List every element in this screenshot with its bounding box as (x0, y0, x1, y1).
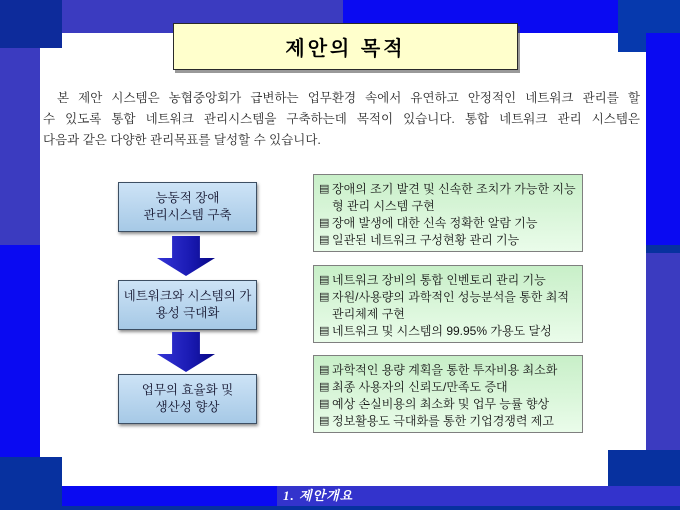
list-bullet-icon: ▤ (319, 381, 330, 393)
slide-title-box (173, 23, 518, 70)
intro-line: 수 있도록 통합 네트워크 관리시스템을 구축하는데 목적이 있습니다. 통합 네트워크 관리 시스템은 (43, 112, 640, 126)
list-item (319, 215, 578, 232)
list-item-text: 장애의 조기 발견 및 신속한 조치가 가능한 지능 (332, 182, 576, 196)
flow-box-line: 관리시스템 구축 (143, 208, 232, 222)
list-item-text: 장애 발생에 대한 신속 정확한 알람 기능 (332, 216, 538, 230)
footer-section-label: 1. 제안개요 (283, 488, 354, 503)
bg-bottom-left-navy-block (0, 457, 62, 510)
list-item-text: 자원/사용량의 과학적인 성능분석을 통한 최적 (332, 290, 569, 304)
list-item-text: 예상 손실비용의 최소화 및 업무 능률 향상 (332, 397, 550, 411)
list-bullet-icon: ▤ (319, 274, 330, 286)
list-bullet-icon: ▤ (319, 183, 330, 195)
flow-box-productivity (118, 374, 257, 424)
list-item-text: 과학적인 용량 계획을 통한 투자비용 최소화 (332, 363, 558, 377)
list-item (319, 289, 578, 306)
detail-box-fault (313, 174, 583, 252)
list-bullet-icon: ▤ (319, 234, 330, 246)
list-item (319, 362, 578, 379)
footer-blue-rect (62, 486, 277, 506)
list-bullet-icon: ▤ (319, 217, 330, 229)
down-arrow-icon (157, 332, 215, 372)
intro-paragraph (43, 88, 640, 151)
list-item (319, 323, 578, 340)
list-item-text: 일관된 네트워크 구성현황 관리 기능 (332, 233, 520, 247)
slide-title: 제안의 목적 (285, 38, 406, 60)
list-item (319, 396, 578, 413)
flow-box-line: 생산성 향상 (155, 400, 220, 414)
detail-box-business (313, 355, 583, 433)
list-item-text: 네트워크 및 시스템의 99.95% 가용도 달성 (332, 324, 552, 338)
flow-box-fault-management (118, 182, 257, 232)
list-bullet-icon: ▤ (319, 325, 330, 337)
flow-box-line: 용성 극대화 (155, 306, 220, 320)
list-item (319, 379, 578, 396)
list-bullet-icon: ▤ (319, 291, 330, 303)
bg-left-purple-strip (0, 48, 40, 245)
list-item (319, 413, 578, 430)
bg-top-left-navy-block (0, 0, 62, 48)
intro-line: 본 제안 시스템은 농협중앙회가 급변하는 업무환경 속에서 유연하고 안정적인 네트워크 관리를 할 (57, 91, 640, 105)
down-arrow-icon (157, 236, 215, 276)
list-item (319, 181, 578, 198)
list-item (319, 232, 578, 249)
intro-line: 다음과 같은 다양한 관리목표를 달성할 수 있습니다. (43, 133, 321, 147)
list-item (319, 198, 578, 215)
list-bullet-icon: ▤ (319, 364, 330, 376)
list-item (319, 306, 578, 323)
flow-box-line: 업무의 효율화 및 (141, 383, 234, 397)
list-item-text: 최종 사용자의 신뢰도/만족도 증대 (332, 380, 508, 394)
list-bullet-icon: ▤ (319, 398, 330, 410)
flow-box-availability (118, 280, 257, 330)
list-item-text: 정보활용도 극대화를 통한 기업경쟁력 제고 (332, 414, 554, 428)
bg-left-blue-strip (0, 245, 40, 457)
list-item-text: 관리체제 구현 (332, 307, 405, 321)
list-item-text: 형 관리 시스템 구현 (332, 199, 435, 213)
bg-right-navy-divider (646, 245, 680, 253)
detail-box-performance (313, 265, 583, 343)
list-item-text: 네트워크 장비의 통합 인벤토리 관리 기능 (332, 273, 546, 287)
bg-right-blue-strip (646, 33, 680, 245)
list-bullet-icon: ▤ (319, 415, 330, 427)
flow-box-line: 능동적 장애 (155, 191, 220, 205)
list-item (319, 272, 578, 289)
flow-box-line: 네트워크와 시스템의 가 (123, 289, 252, 303)
